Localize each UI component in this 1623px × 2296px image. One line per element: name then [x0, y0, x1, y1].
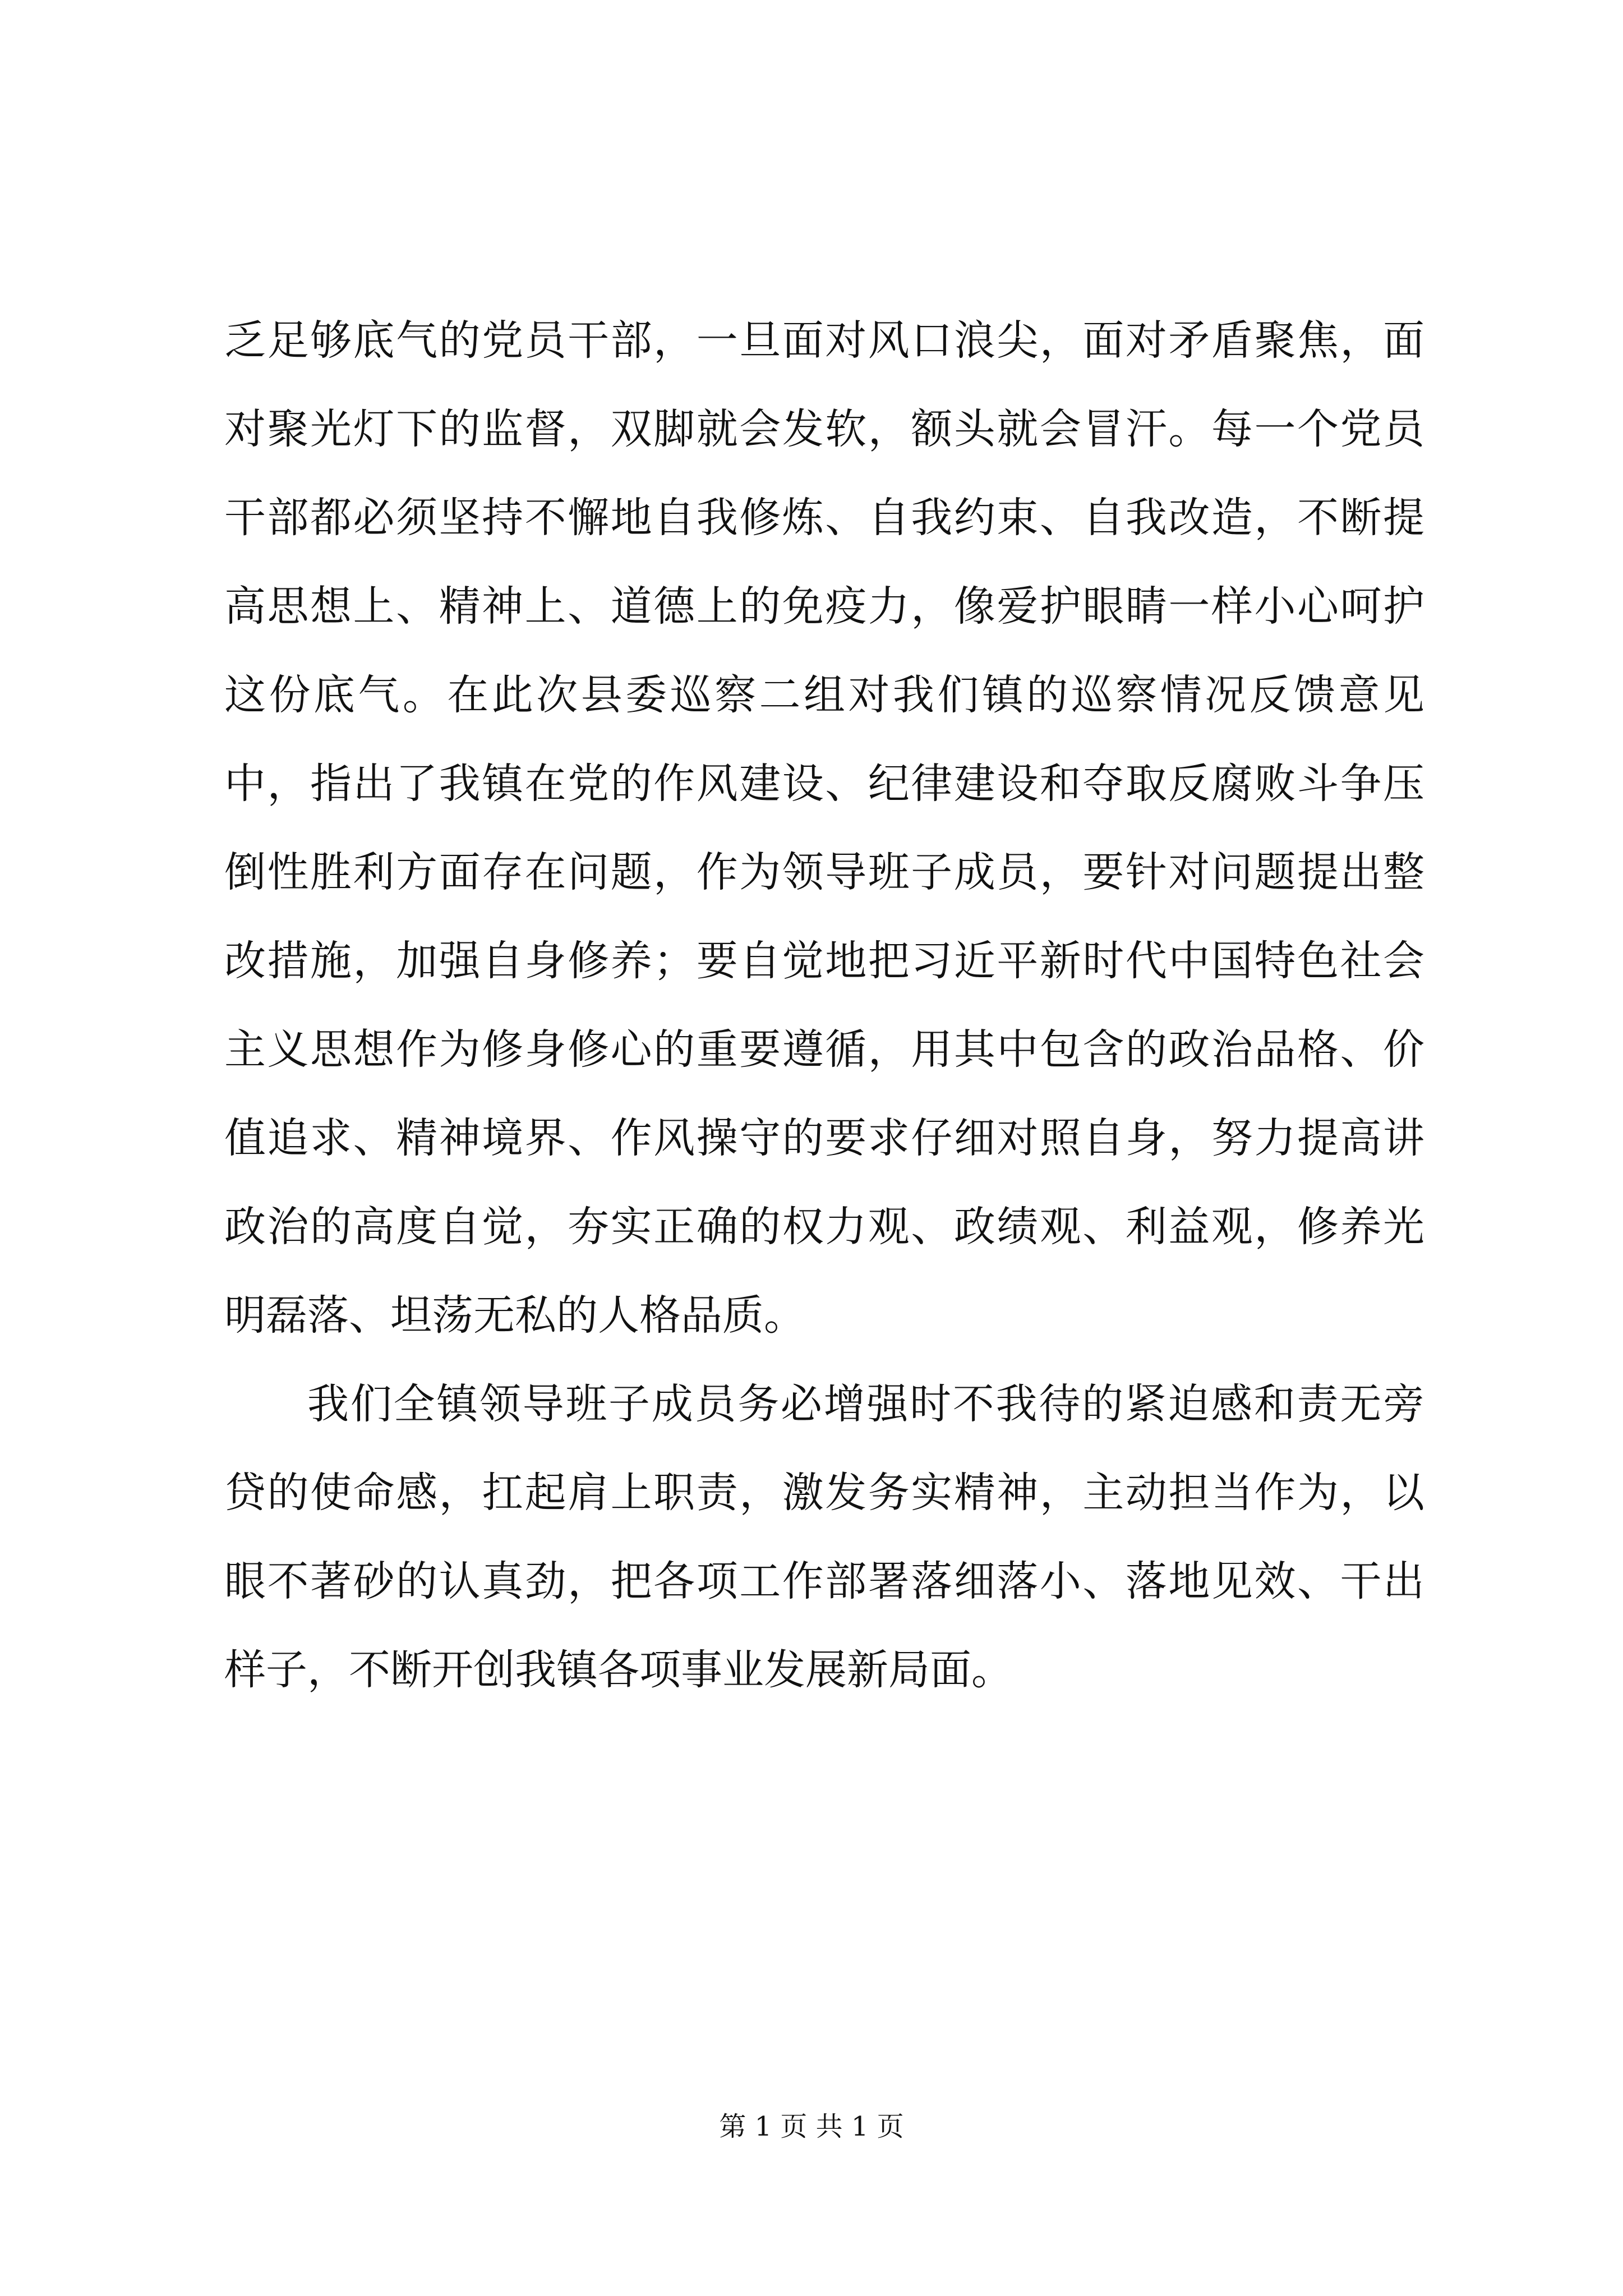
paragraph-closing: 我们全镇领导班子成员务必增强时不我待的紧迫感和责无旁贷的使命感，扛起肩上职责，激发务实精神，主动担当作为，以眼不著砂的认真劲，把各项工作部署落细落小、落地见效、干出样子，不断开创我镇各项事业发展新局面。: [224, 1380, 1424, 1694]
paragraph-continued: 乏足够底气的党员干部，一旦面对风口浪尖，面对矛盾聚焦，面对聚光灯下的监督，双脚就会发软，额头就会冒汗。每一个党员干部都必须坚持不懈地自我修炼、自我约束、自我改造，不断提高思想上、精神上、道德上的免疫力，像爱护眼睛一样小心呵护这份底气。在此次县委巡察二组对我们镇的巡察情况反馈意见中，指出了我镇在党的作风建设、纪律建设和夺取反腐败斗争压倒性胜利方面存在问题，作为领导班子成员，要针对问题提出整改措施，加强自身修养；要自觉地把习近平新时代中国特色社会主义思想作为修身修心的重要遵循，用其中包含的政治品格、价值追求、精神境界、作风操守的要求仔细对照自身，努力提高讲政治的高度自觉，夯实正确的权力观、政绩观、利益观，修养光明磊落、坦荡无私的人格品质。: [224, 316, 1424, 1340]
page-number-footer: 第 1 页 共 1 页: [719, 2111, 904, 2142]
document-body: [224, 296, 1424, 1714]
